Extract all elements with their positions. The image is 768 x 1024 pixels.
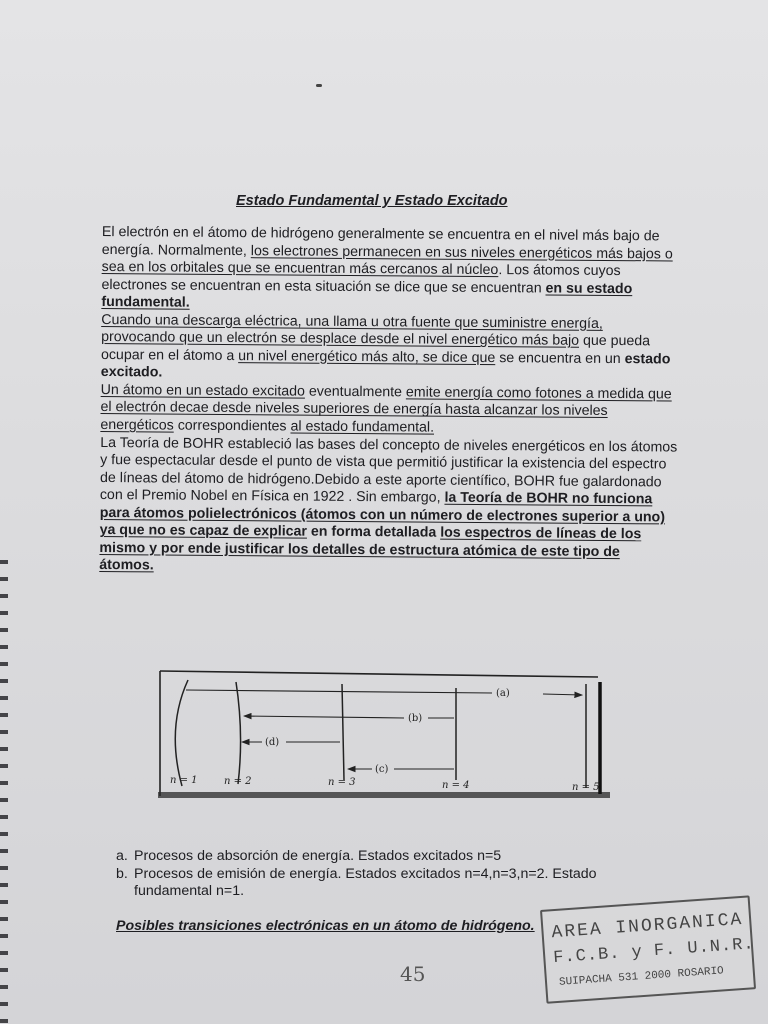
paragraph-bohr (99, 435, 678, 580)
text-span: correspondientes (173, 417, 291, 435)
bold-text: en su estado fundamental. (101, 280, 633, 311)
transition-label-c: (c) (375, 764, 389, 775)
underlined-text: emite energía como fotones a medida que el electrón decae desde niveles superiores de energía hasta alcanzar los niveles energéticos (100, 384, 672, 434)
level-label-n3: n = 3 (328, 777, 356, 788)
text-span: El electrón en el átomo de hidrógeno generalmente se encuentra en el nivel más bajo de energía. Normalmente, (101, 224, 660, 259)
figure-caption: Posibles transiciones electrónicas en un átomo de hidrógeno. (116, 918, 535, 934)
bold-text: la Teoría de BOHR no funciona para átomos polielectrónicos (átomos con un número de electrones superior a uno) (99, 489, 666, 526)
bold-text: estado excitado. (100, 350, 671, 381)
text-span: se encuentra en un (495, 349, 625, 367)
transition-label-a: (a) (496, 688, 510, 699)
text-span: que pueda ocupar en el átomo a (100, 333, 651, 364)
paragraph-excited (101, 312, 680, 387)
list-item-absorption (116, 848, 636, 866)
stamp-line-3: SUIPACHA 531 2000 ROSARIO (558, 965, 725, 989)
transition-arrow-a-head (543, 694, 582, 695)
spiral-binding (0, 560, 8, 1024)
level-line-n1 (175, 680, 188, 786)
text-span: eventualmente (304, 383, 407, 401)
diagram-svg (158, 668, 610, 802)
bold-text: en forma detallada (306, 523, 441, 541)
paragraph-emission (100, 382, 678, 439)
list-marker: b. (116, 865, 128, 882)
frame-top (160, 671, 598, 677)
stamp-line-1: AREA INORGANICA (550, 909, 744, 944)
transition-arrow-b (244, 716, 404, 718)
page-number: 45 (400, 962, 426, 986)
ink-mark (316, 84, 322, 87)
page-title: Estado Fundamental y Estado Excitado (236, 193, 508, 209)
level-line-n2 (236, 682, 241, 784)
process-list (116, 848, 636, 901)
level-label-n1: n = 1 (170, 775, 198, 786)
paragraph-fundamental (101, 224, 680, 316)
underlined-text: un nivel energético más alto, se dice que (238, 347, 496, 366)
frame-bottom (158, 792, 610, 798)
text-span: . Los átomos cuyos electrones se encuentran en esta situación se dice que se encuentran (101, 262, 621, 297)
level-label-n5: n = 5 (572, 782, 600, 793)
list-item-emission (116, 866, 636, 901)
text-span: La Teoría de BOHR estableció las bases del concepto de niveles energéticos en los átomos y fue espectacular desde el punto de vista que permitió justificar la existencia del espectro de líneas del átomo de hidrógeno.Debido a este aporte científico, BOHR fue galardonado con el Premio Nobel en Física en 1922 . Sin embargo, (99, 434, 678, 506)
transition-label-d: (d) (265, 737, 280, 748)
department-stamp (540, 895, 756, 1003)
level-line-n3 (342, 684, 344, 780)
bold-underlined-text: los espectros de líneas de los mismo y por ende justificar los detalles de estructura atómica de este tipo de átomos. (99, 524, 642, 574)
list-marker: a. (116, 848, 128, 864)
list-text: Procesos de emisión de energía. Estados excitados n=4,n=3,n=2. Estado fundamental n=1. (134, 865, 597, 899)
list-text: Procesos de absorción de energía. Estados excitados n=5 (134, 848, 502, 864)
underlined-text: Cuando una descarga eléctrica, una llama u otra fuente que suministre energía, provocando que un electrón se desplace desde el nivel energético más bajo (101, 311, 603, 350)
level-label-n4: n = 4 (442, 780, 470, 791)
underlined-text: al estado fundamental. (290, 418, 435, 436)
underlined-text: los electrones permanecen en sus niveles energéticos más bajos o sea en los orbitales que se encuentran más cercanos al núcleo (101, 242, 673, 279)
transition-label-b: (b) (408, 713, 423, 724)
stamp-line-2: F.C.B. y F. U.N.R. (552, 935, 756, 969)
underlined-text: Un átomo en un estado excitado (100, 381, 306, 400)
body-text (99, 224, 680, 579)
energy-level-diagram (158, 668, 610, 802)
transition-arrow-a (186, 690, 492, 693)
bold-underlined-text: ya que no es capaz de explicar (99, 522, 308, 540)
level-label-n2: n = 2 (224, 776, 252, 787)
